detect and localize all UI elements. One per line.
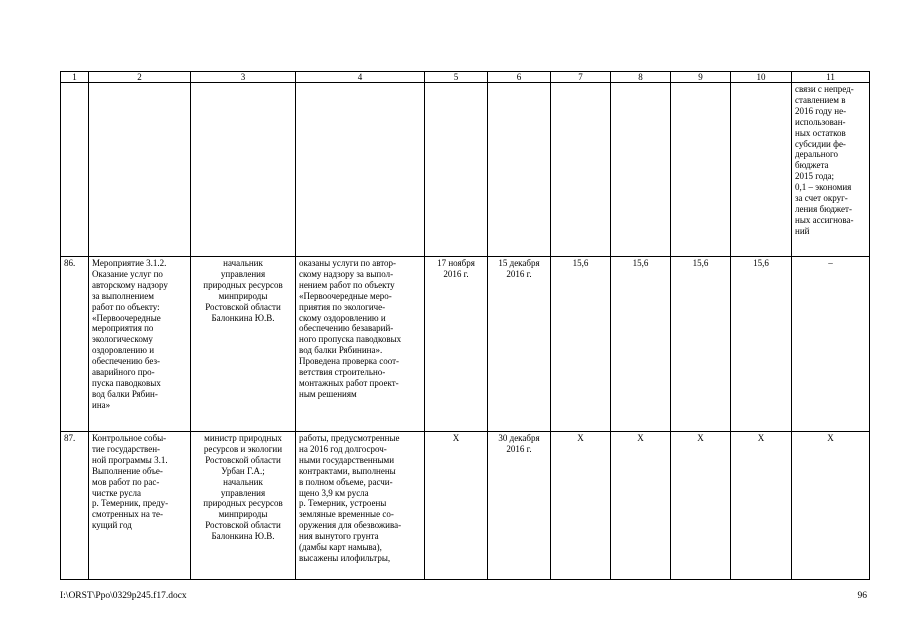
- header-col-10: 10: [731, 72, 792, 83]
- data-table: [60, 71, 870, 580]
- header-col-6: 6: [488, 72, 551, 83]
- note: Х: [792, 432, 870, 580]
- value-col-7: Х: [551, 432, 611, 580]
- page-number: 96: [857, 591, 867, 601]
- result-text: работы, предусмотренные на 2016 год долгосроч- ными государственными контрактами, выполнены в полном объеме, расчи- щено 3,9 км русла р. Темерник, устроены земляные временные со- оружения для обезвожива- ния вынутого грунта (дамбы карт намыва), высажены илофильтры,: [296, 432, 425, 580]
- value-col-10: 15,6: [731, 257, 792, 432]
- header-col-9: 9: [671, 72, 731, 83]
- row-number: 87.: [61, 432, 89, 580]
- table-row-continuation: [61, 83, 870, 257]
- end-date: 30 декабря 2016 г.: [488, 432, 551, 580]
- header-col-8: 8: [611, 72, 671, 83]
- value-col-10: Х: [731, 432, 792, 580]
- result-text: оказаны услуги по автор- скому надзору за выпол- нением работ по объекту «Первоочередные меро- приятия по экологиче- скому оздоровлению и обеспечению безаварий- ного пропуска паводковых вод балки Рябинина». Проведена проверка соот- ветствия строительно- монтажных работ проект- ным решениям: [296, 257, 425, 432]
- continuation-note: связи с непред- ставлением в 2016 году не- использован- ных остатков субсидии фе- дерального бюджета 2015 года; 0,1 – экономия за счет округ- ления бюджет- ных ассигнова- ний: [792, 83, 870, 257]
- note: –: [792, 257, 870, 432]
- value-col-8: 15,6: [611, 257, 671, 432]
- header-col-5: 5: [425, 72, 488, 83]
- value-col-9: Х: [671, 432, 731, 580]
- header-col-1: 1: [61, 72, 89, 83]
- row-number: 86.: [61, 257, 89, 432]
- footer-file-path: I:\ORST\Ppo\0329p245.f17.docx: [60, 591, 187, 601]
- start-date: Х: [425, 432, 488, 580]
- header-col-7: 7: [551, 72, 611, 83]
- end-date: 15 декабря 2016 г.: [488, 257, 551, 432]
- responsible-person: министр природных ресурсов и экологии Ростовской области Урбан Г.А.; начальник управления природных ресурсов минприроды Ростовской области Балонкина Ю.В.: [191, 432, 296, 580]
- event-name: Контрольное собы- тие государствен- ной программы 3.1. Выполнение объе- мов работ по рас- чистке русла р. Темерник, преду- смотренных на те- кущий год: [89, 432, 191, 580]
- table-row-86: [61, 257, 870, 432]
- value-col-9: 15,6: [671, 257, 731, 432]
- header-col-4: 4: [296, 72, 425, 83]
- header-col-2: 2: [89, 72, 191, 83]
- header-col-3: 3: [191, 72, 296, 83]
- table-row-87: [61, 432, 870, 580]
- header-row: [61, 72, 870, 83]
- value-col-8: Х: [611, 432, 671, 580]
- event-name: Мероприятие 3.1.2. Оказание услуг по авторскому надзору за выполнением работ по объекту: «Первоочередные мероприятия по экологическому оздоровлению и обеспечению без- аварийного про- пуска паводковых вод балки Рябин- ина»: [89, 257, 191, 432]
- start-date: 17 ноября 2016 г.: [425, 257, 488, 432]
- value-col-7: 15,6: [551, 257, 611, 432]
- header-col-11: 11: [792, 72, 870, 83]
- responsible-person: начальник управления природных ресурсов минприроды Ростовской области Балонкина Ю.В.: [191, 257, 296, 432]
